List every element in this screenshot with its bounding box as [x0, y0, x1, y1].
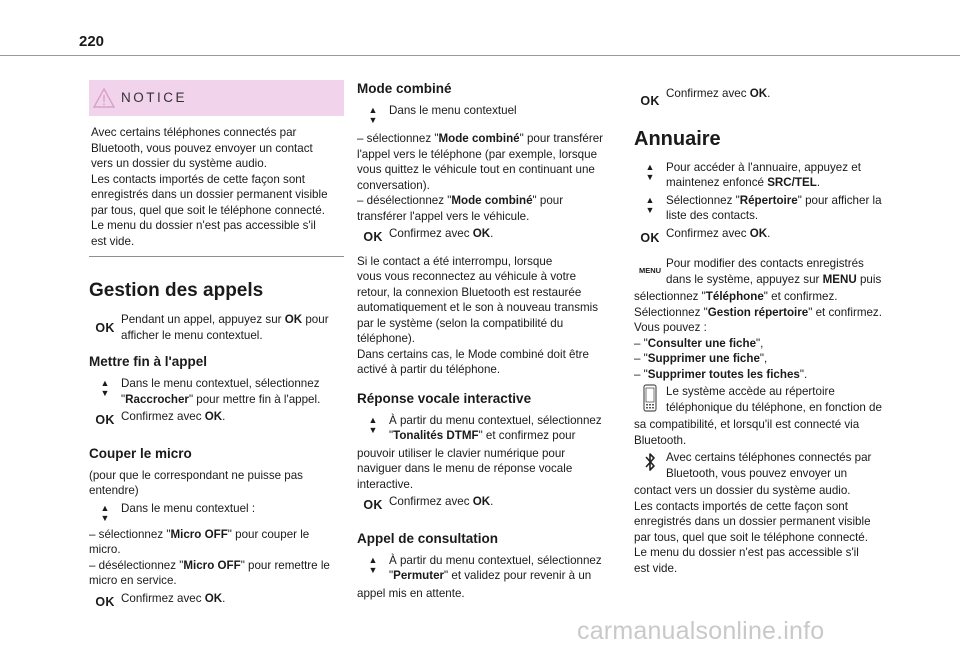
subsection-title-fin-appel: Mettre fin à l'appel — [89, 354, 207, 369]
ok-icon: OK — [95, 594, 115, 609]
notice-line: Les contacts importés de cette façon sont — [91, 172, 305, 186]
header-divider — [0, 55, 960, 56]
notice-line: par tous, quel que soit le téléphone connecté. — [91, 203, 325, 217]
notice-line: Bluetooth, vous pouvez envoyer un contact — [91, 141, 313, 155]
step-confirm: OK Confirmez avec OK. — [640, 226, 771, 245]
ok-icon: OK — [95, 413, 115, 427]
step-dtmf: ▲ ▼ À partir du menu contextuel, sélectionnez "Tonalités DTMF" et confirmez pour — [368, 413, 602, 442]
step-raccrocher: ▲ ▼ Dans le menu contextuel, sélectionnez "Raccrocher" pour mettre fin à l'appel. — [100, 377, 321, 406]
ok-icon: OK — [363, 230, 383, 244]
bluetooth-icon — [643, 450, 657, 474]
column-middle: Mode combiné ▲ ▼ Dans le menu contextuel – sélectionnez "Mode combiné" pour transférer l'appel vers le téléphone (par exemple, lorsque vous quittez le véhicule tout en continuant une conversation). – désélectionnez "Mode combiné" pour transférer l'appel vers le véhicule. OK Confirmez avec OK. Si le contact a été interrompu, lorsque vous vous reconnectez au véhicule à votre retour, la connexion Bluetooth est restaurée automatiquement et le son à nouveau transmis par le système (selon la compatibilité du téléphone). Dans certains cas, le Mode combiné doit être activé à partir du téléphone. Réponse vocale interactive ▲ ▼ À partir du menu contextuel, sélectionnez "Tonalités DTMF" et confirmez pour pouvoir utiliser le clavier numérique pour naviguer dans le menu de réponse vocale interactive. OK Confirmez avec OK. Appel de consultation ▲ ▼ À partir du menu contextuel, sélectionnez "Permuter" et validez pour revenir à un appel mis en attente. — [357, 80, 617, 601]
column-right: OK Confirmez avec OK. Annuaire ▲ ▼ Pour accéder à l'annuaire, appuyez et maintenez enfoncé SRC/TEL. ▲ ▼ Sélectionnez "Répertoire" pour afficher la liste des contacts. OK Confirmez avec OK. MENU Pour modifier des contacts enregistrés dans le système, appuyez sur MENU puis sélectionnez "Téléphone" et confirmez. Sélectionnez "Gestion répertoire" et confirmez. Vous pouvez : – "Consulter une fiche", – "Supprimer une fiche", – "Supprimer toutes les fiches". Le système accède au répertoire téléphonique du téléphone, en fonction de sa compatibilité, et lorsqu'il est connecté via Bluetooth. Avec certains téléphones connectés par Bluetooth, vous pouvez envoyer un contact vers un dossier du système audio. Les contacts importés de cette façon sont enregistrés dans un dossier permanent visible par tous, quel que soit le téléphone connecté. Le menu du dossier n'est pas accessible s'il est vide. — [634, 80, 894, 576]
step-confirm: OK Confirmez avec OK. — [95, 410, 226, 427]
micro-intro: (pour que le correspondant ne puisse pas — [89, 468, 303, 482]
notice-line: enregistrés dans un dossier permanent visible — [91, 188, 328, 201]
bluetooth-note: Avec certains téléphones connectés par Bluetooth, vous pouvez envoyer un — [634, 450, 894, 481]
section-title-gestion: Gestion des appels — [89, 280, 264, 301]
subsection-title-vocale: Réponse vocale interactive — [357, 390, 532, 406]
step-src-tel: ▲ ▼ Pour accéder à l'annuaire, appuyez et maintenez enfoncé SRC/TEL. — [645, 160, 861, 189]
step-confirm: OK Confirmez avec OK. — [95, 591, 226, 609]
step-ok-menu: OK Pendant un appel, appuyez sur OK pour afficher le menu contextuel. — [95, 313, 329, 342]
subsection-title-micro: Couper le micro — [89, 445, 192, 461]
step-confirm: OK Confirmez avec OK. — [640, 87, 771, 108]
notice-box — [89, 80, 344, 257]
notice-line: est vide. — [91, 234, 135, 248]
notice-line: Le menu du dossier n'est pas accessible s'il — [91, 219, 316, 232]
up-down-arrows-icon: ▲ ▼ — [100, 378, 110, 398]
step-menu: MENU Pour modifier des contacts enregistrés dans le système, appuyez sur MENU puis — [638, 257, 882, 286]
notice-line: vers un dossier du système audio. — [91, 157, 267, 170]
up-down-arrows-icon: ▲ ▼ — [368, 105, 378, 125]
step-confirm: OK Confirmez avec OK. — [363, 495, 494, 512]
up-down-arrows-icon: ▲ ▼ — [100, 502, 110, 523]
up-down-arrows-icon: ▲ ▼ — [645, 194, 655, 215]
warning-icon — [93, 88, 115, 108]
section-title-annuaire: Annuaire — [634, 127, 721, 150]
step-menu-contextuel: ▲ ▼ Dans le menu contextuel : — [100, 501, 256, 523]
step-confirm: OK Confirmez avec OK. — [363, 227, 494, 244]
notice-header — [89, 80, 344, 116]
watermark: carmanualsonline.info — [577, 617, 825, 645]
ok-icon: OK — [640, 230, 660, 245]
notice-line: Avec certains téléphones connectés par — [91, 126, 297, 139]
ok-icon: OK — [363, 498, 383, 512]
subsection-title-consultation: Appel de consultation — [357, 530, 499, 546]
subsection-title-combine: Mode combiné — [357, 81, 452, 96]
step-permuter: ▲ ▼ À partir du menu contextuel, sélectionnez "Permuter" et validez pour revenir à un — [368, 553, 602, 582]
combine-note: Si le contact a été interrompu, lorsque vous vous reconnectez au véhicule à votre retour, la connexion Bluetooth est restaurée automatiquement et le son à nouveau transmis par le système (selon la compatibilité du téléphone). Dans certains cas, le Mode combiné doit être activé à partir du téléphone. — [357, 254, 599, 376]
notice-title: NOTICE — [121, 90, 188, 106]
column-left: NOTICE Avec certains téléphones connectés par Bluetooth, vous pouvez envoyer un contact vers un dossier du système audio. Les contacts importés de cette façon sont enregistrés dans un dossier permanent visible par tous, quel que soit le téléphone connecté. Le menu du dossier n'est pas accessible s'il est vide. Gestion des appels OK Pendant un appel, appuyez sur OK pour afficher le menu contextuel. Mettre fin à l'appel ▲ ▼ Dans le menu contextuel, sélectionnez "Raccrocher" pour mettre fin à l'appel. OK Confirmez avec OK. Couper le micro (pour que le correspondant ne puisse pas entendre) ▲ ▼ Dans le menu contextuel : – sélectionnez "Micro OFF" pour couper le micro. – désélectionnez "Micro OFF" pour remettre le micro en service. OK Confirmez avec OK. — [89, 80, 349, 612]
phone-icon — [643, 384, 657, 412]
step-repertoire: ▲ ▼ Sélectionnez "Répertoire" pour afficher la liste des contacts. — [645, 193, 882, 222]
menu-icon: MENU — [638, 266, 662, 275]
up-down-arrows-icon: ▲ ▼ — [368, 414, 378, 435]
phone-note: Le système accède au répertoire téléphonique du téléphone, en fonction de — [634, 384, 894, 415]
notice-body — [89, 116, 344, 256]
up-down-arrows-icon: ▲ ▼ — [645, 161, 655, 182]
up-down-arrows-icon: ▲ ▼ — [368, 554, 378, 575]
ok-icon: OK — [640, 94, 660, 108]
ok-icon: OK — [95, 321, 115, 335]
page-number: 220 — [79, 33, 105, 50]
step-menu-contextuel: ▲ ▼ Dans le menu contextuel — [368, 104, 517, 125]
